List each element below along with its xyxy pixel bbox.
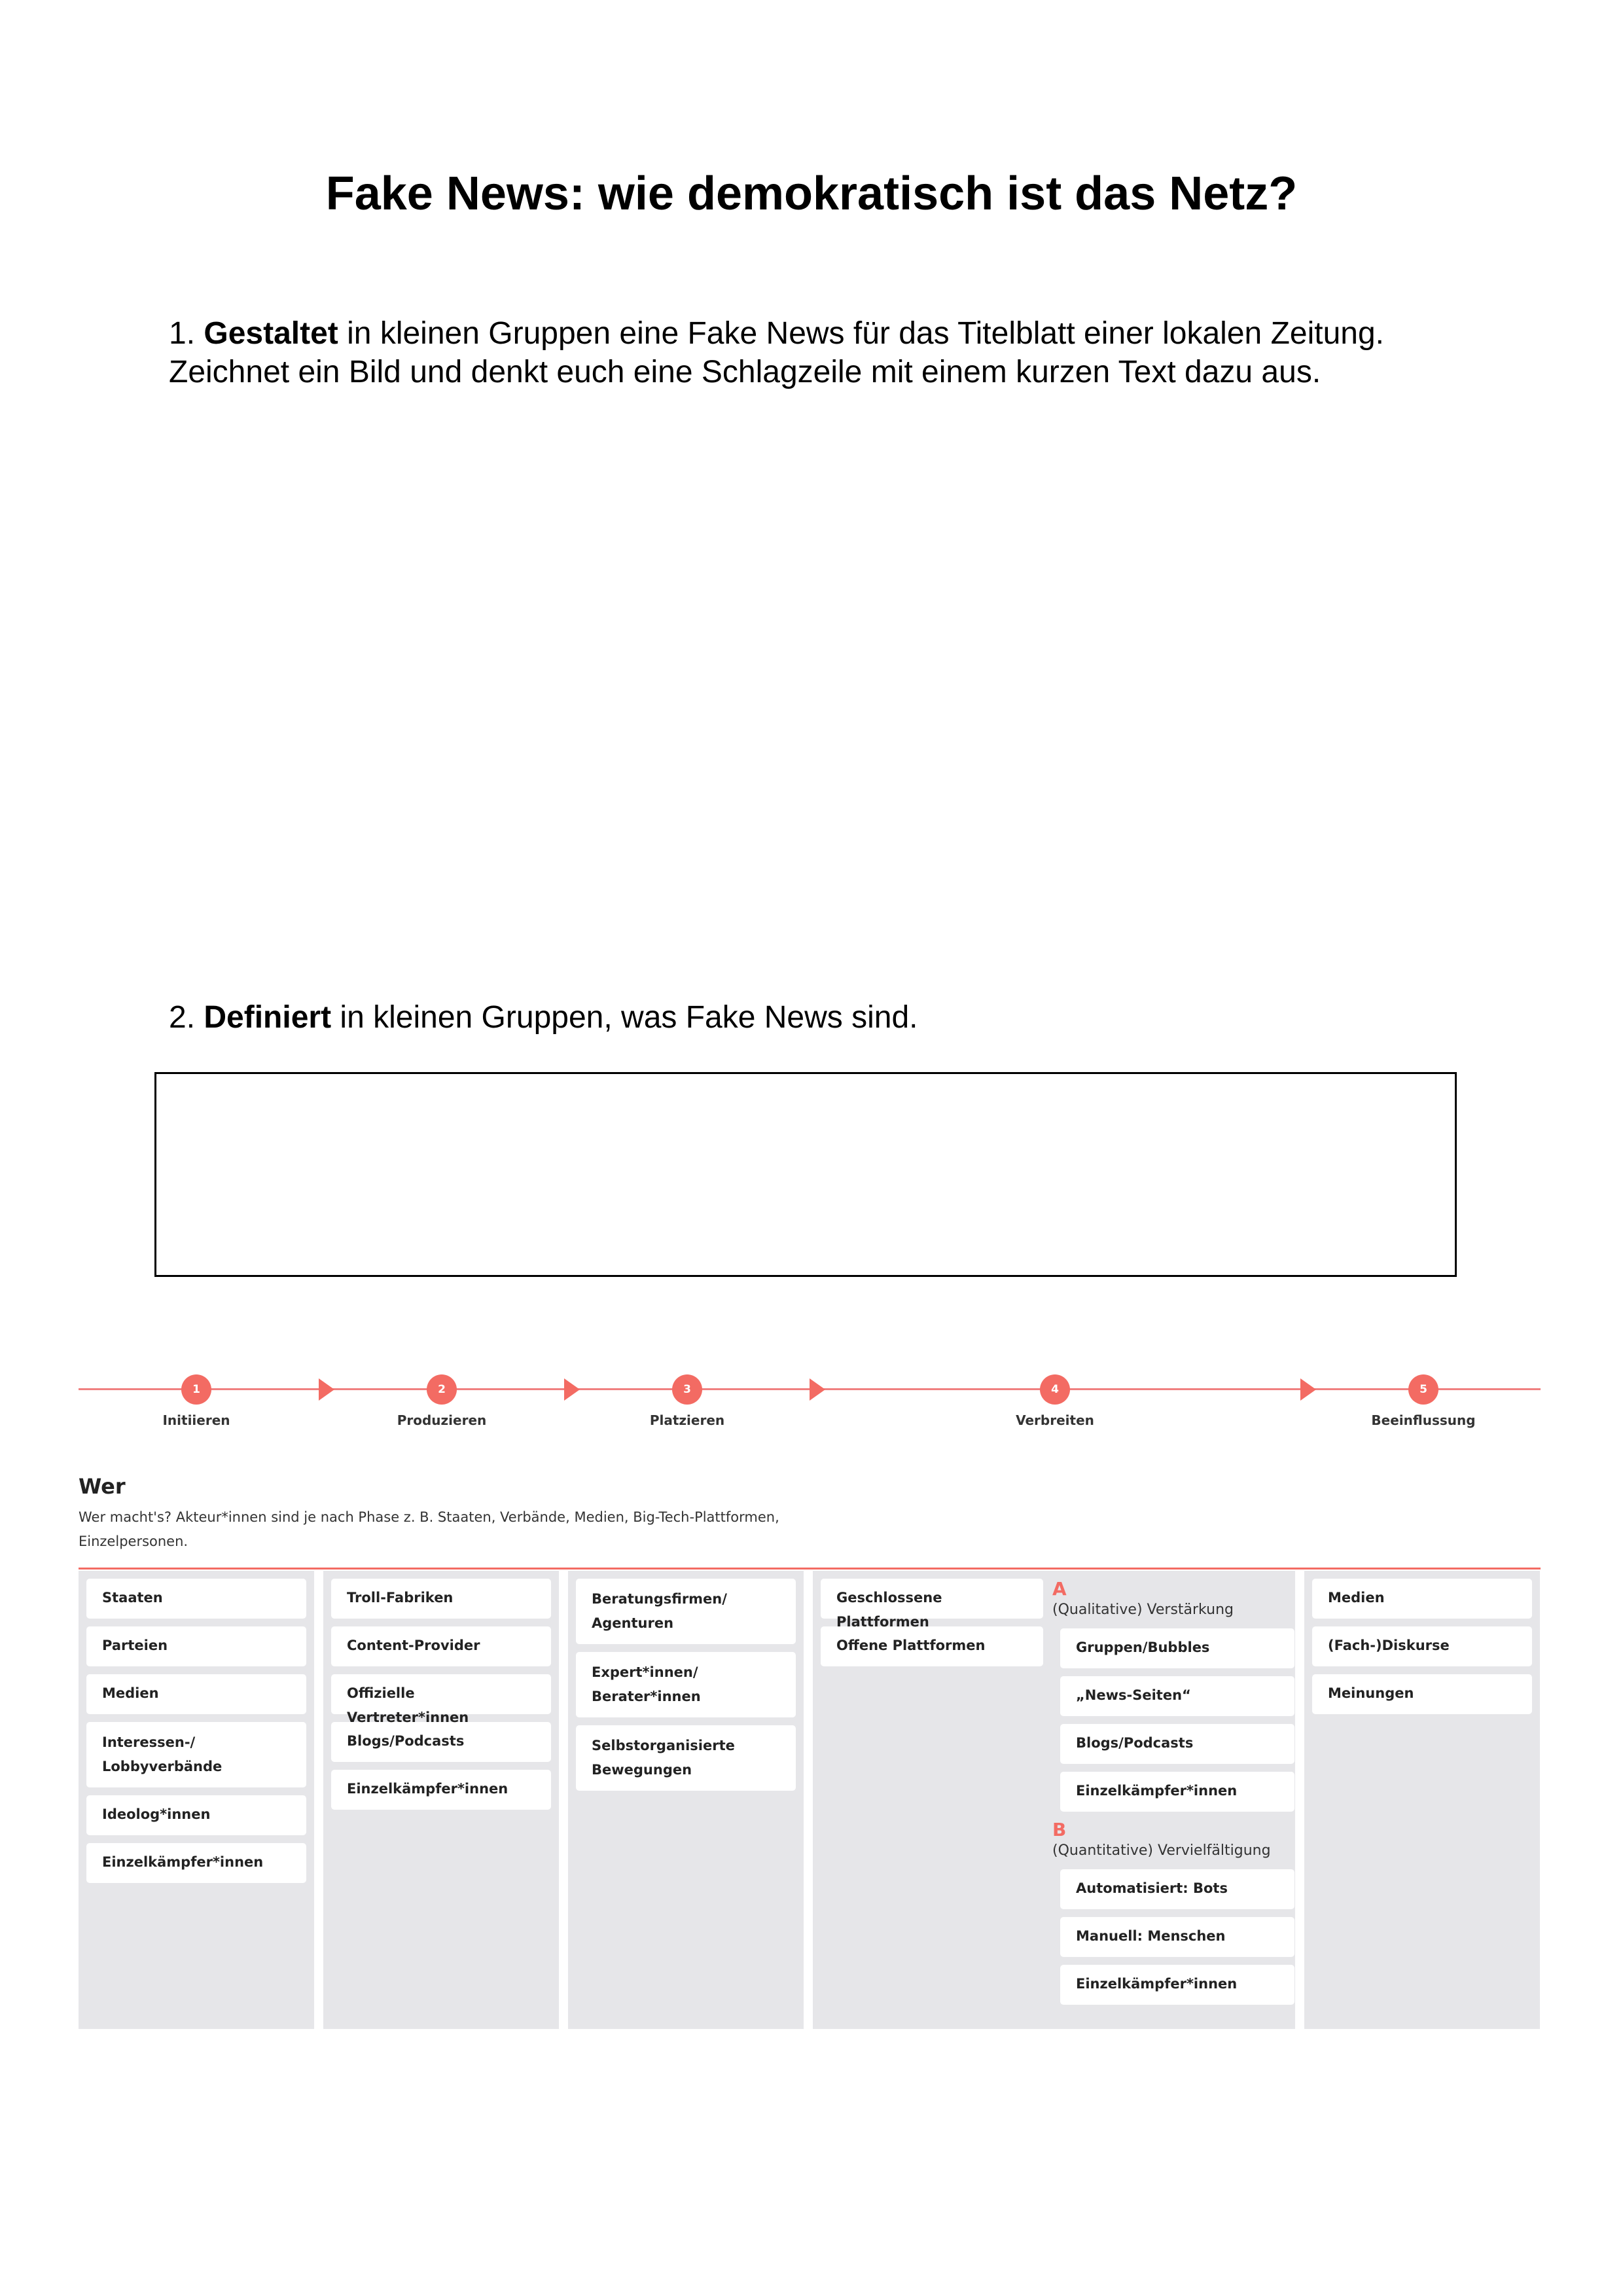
wer-separator	[79, 1568, 1541, 1570]
step-4-dot: 4	[1040, 1374, 1070, 1405]
actor-card: Content-Provider	[331, 1626, 551, 1666]
actor-card: Einzelkämpfer*innen	[1060, 1772, 1294, 1812]
verbreiten-plattformen	[821, 1579, 1043, 2013]
group-b-label: (Quantitative) Vervielfältigung	[1052, 1842, 1271, 1859]
wer-heading: Wer	[79, 1474, 126, 1499]
task-2-number: 2.	[169, 1000, 196, 1035]
actor-card: Ideolog*innen	[86, 1795, 306, 1835]
step-5-dot: 5	[1408, 1374, 1438, 1405]
task-2	[169, 998, 1510, 1037]
actor-card: Beratungsfirmen/ Agenturen	[576, 1579, 796, 1644]
definition-answer-box[interactable]	[154, 1072, 1457, 1277]
step-arrow-3-icon	[810, 1378, 825, 1401]
actor-card: Einzelkämpfer*innen	[1060, 1965, 1294, 2005]
step-2-dot: 2	[427, 1374, 457, 1405]
step-5-label: Beeinflussung	[1371, 1412, 1476, 1428]
actor-card: Staaten	[86, 1579, 306, 1619]
group-b-letter: B	[1052, 1819, 1067, 1840]
process-graphic	[79, 1361, 1541, 2036]
actor-card: Geschlossene Plattformen	[821, 1579, 1043, 1619]
step-arrow-4-icon	[1300, 1378, 1316, 1401]
actor-card: Einzelkämpfer*innen	[86, 1843, 306, 1883]
group-a-label: (Qualitative) Verstärkung	[1052, 1602, 1234, 1618]
actor-card: Manuell: Menschen	[1060, 1917, 1294, 1957]
column-beeinflussung	[1304, 1571, 1540, 2029]
step-3-dot: 3	[672, 1374, 702, 1405]
actor-card: Selbstorganisierte Bewegungen	[576, 1725, 796, 1791]
page-title: Fake News: wie demokratisch ist das Netz?	[325, 168, 1298, 220]
actor-card: Meinungen	[1312, 1674, 1532, 1714]
group-a-letter: A	[1052, 1578, 1067, 1600]
task-1-verb: Gestaltet	[204, 316, 338, 351]
actor-card: Gruppen/Bubbles	[1060, 1628, 1294, 1668]
actor-card: Medien	[1312, 1579, 1532, 1619]
task-2-verb: Definiert	[204, 1000, 332, 1035]
actor-card: Parteien	[86, 1626, 306, 1666]
column-platzieren	[568, 1571, 804, 2029]
step-arrow-1-icon	[319, 1378, 334, 1401]
column-verbreiten	[813, 1571, 1295, 2029]
actor-card: Expert*innen/ Berater*innen	[576, 1652, 796, 1717]
actor-card: Interessen-/ Lobbyverbände	[86, 1722, 306, 1787]
verbreiten-ab	[1052, 1579, 1294, 2013]
step-4-label: Verbreiten	[1016, 1412, 1094, 1428]
actor-card: Automatisiert: Bots	[1060, 1869, 1294, 1909]
actor-card: Medien	[86, 1674, 306, 1714]
wer-description: Wer macht's? Akteur*innen sind je nach Phase z. B. Staaten, Verbände, Medien, Big-Tech-Plattformen, Einzelpersonen.	[79, 1509, 779, 1549]
step-2-label: Produzieren	[397, 1412, 487, 1428]
step-1-label: Initiieren	[162, 1412, 230, 1428]
actor-card: „News-Seiten“	[1060, 1676, 1294, 1716]
step-3-label: Platzieren	[649, 1412, 725, 1428]
task-2-text: in kleinen Gruppen, was Fake News sind.	[331, 1000, 918, 1035]
task-1	[169, 314, 1510, 391]
step-arrow-2-icon	[564, 1378, 580, 1401]
step-1-dot: 1	[181, 1374, 211, 1405]
task-1-number: 1.	[169, 316, 196, 351]
actor-card: Blogs/Podcasts	[331, 1722, 551, 1762]
actor-card: Offene Plattformen	[821, 1626, 1043, 1666]
actor-card: (Fach-)Diskurse	[1312, 1626, 1532, 1666]
actor-card: Einzelkämpfer*innen	[331, 1770, 551, 1810]
column-produzieren	[323, 1571, 559, 2029]
actor-card: Blogs/Podcasts	[1060, 1724, 1294, 1764]
actor-card: Offizielle Vertreter*innen	[331, 1674, 551, 1714]
task-1-text: in kleinen Gruppen eine Fake News für das Titelblatt einer lokalen Zeitung. Zeichnet ein Bild und denkt euch eine Schlagzeile mit einem kurzen Text dazu aus.	[169, 316, 1385, 389]
actor-card: Troll-Fabriken	[331, 1579, 551, 1619]
column-initiieren	[79, 1571, 314, 2029]
